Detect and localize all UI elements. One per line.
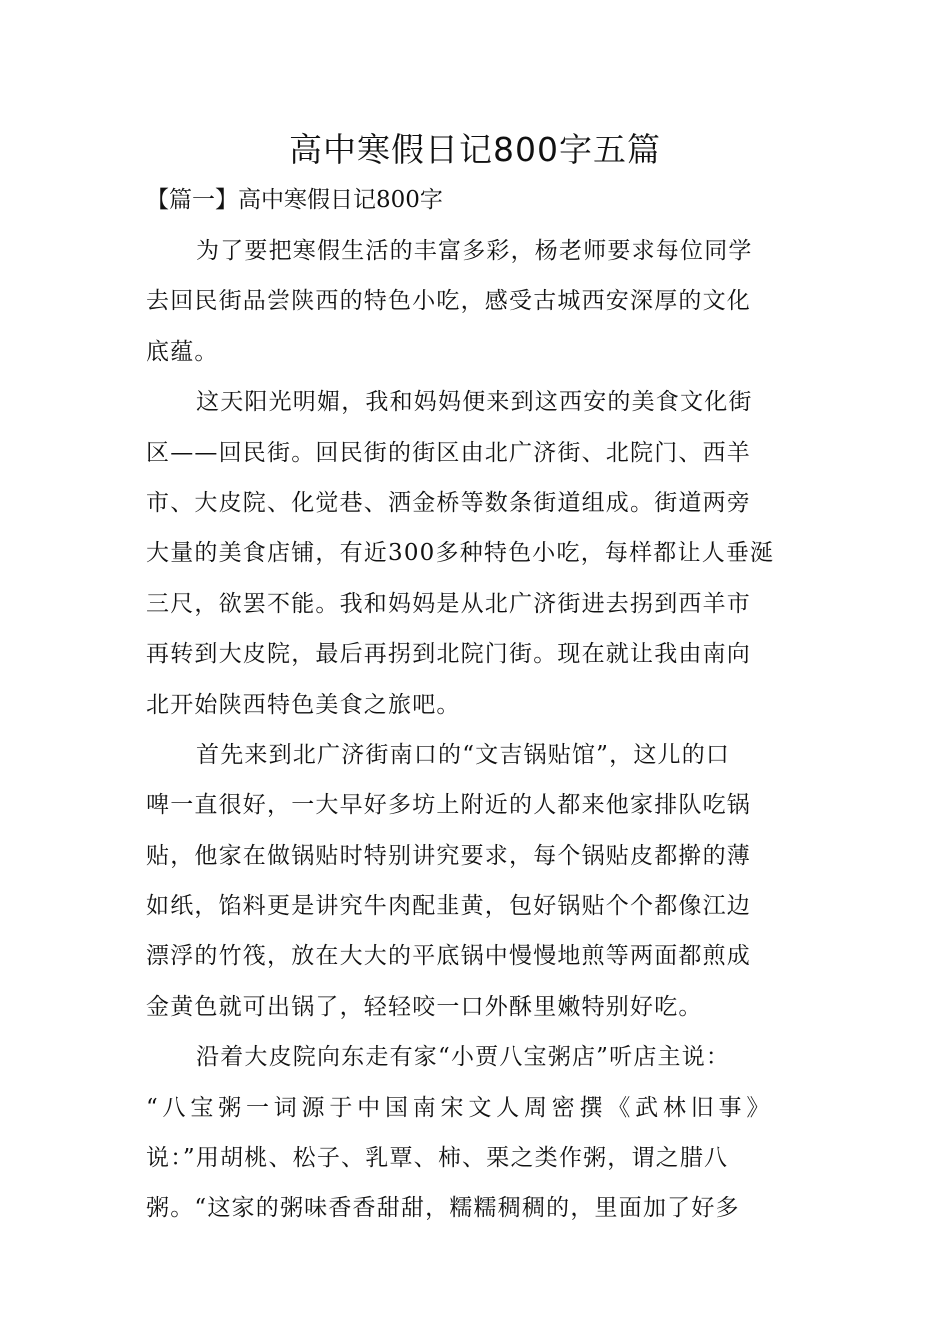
text-line: 这天阳光明媚，我和妈妈便来到这西安的美食文化街 [196,389,753,416]
paragraph-2 [146,377,806,730]
text-line: 去回民街品尝陕西的特色小吃，感受古城西安深厚的文化 [146,288,751,315]
text-line: 啤一直很好，一大早好多坊上附近的人都来他家排队吃锅 [146,792,751,819]
text-line: 区——回民街。回民街的街区由北广济街、北院门、西羊 [146,439,751,466]
text-line: 贴，他家在做锅贴时特别讲究要求，每个锅贴皮都擀的薄 [146,842,751,869]
text-line: 为了要把寒假生活的丰富多彩，杨老师要求每位同学 [196,238,753,264]
text-line: “八宝粥一词源于中国南宋文人周密撰《武林旧事》 [146,1094,775,1121]
text-line: 说：”用胡桃、松子、乳覃、柿、栗之类作粥，谓之腊八 [146,1145,729,1172]
text-line: 如纸，馅料更是讲究牛肉配韭黄，包好锅贴个个都像江边 [146,893,751,920]
text-line: 北开始陕西特色美食之旅吧。 [146,691,461,718]
text-line: 漂浮的竹筏，放在大大的平底锅中慢慢地煎等两面都煎成 [146,943,751,970]
text-line: 首先来到北广济街南口的“文吉锅贴馆”，这儿的口 [196,741,731,768]
paragraph-4 [146,1032,806,1234]
document-title: 高中寒假日记800字五篇 [289,130,661,169]
text-line: 沿着大皮院向东走有家“小贾八宝粥店”听店主说： [196,1044,731,1071]
text-line: 再转到大皮院，最后再拐到北院门街。现在就让我由南向 [146,641,751,668]
text-line: 底蕴。 [146,338,219,365]
document-body [146,226,806,1234]
text-line: 市、大皮院、化觉巷、洒金桥等数条街道组成。街道两旁 [146,489,751,516]
text-line: 粥。“这家的粥味香香甜甜，糯糯稠稠的，里面加了好多 [146,1195,740,1222]
text-line: 三尺，欲罢不能。我和妈妈是从北广济街进去拐到西羊市 [146,590,751,617]
section-heading: 【篇一】高中寒假日记800字 [146,187,443,213]
text-line: 金黄色就可出锅了，轻轻咬一口外酥里嫩特别好吃。 [146,993,703,1020]
text-line: 大量的美食店铺，有近300多种特色小吃，每样都让人垂涎 [146,540,775,567]
paragraph-1 [146,226,806,377]
paragraph-3 [146,730,806,1032]
